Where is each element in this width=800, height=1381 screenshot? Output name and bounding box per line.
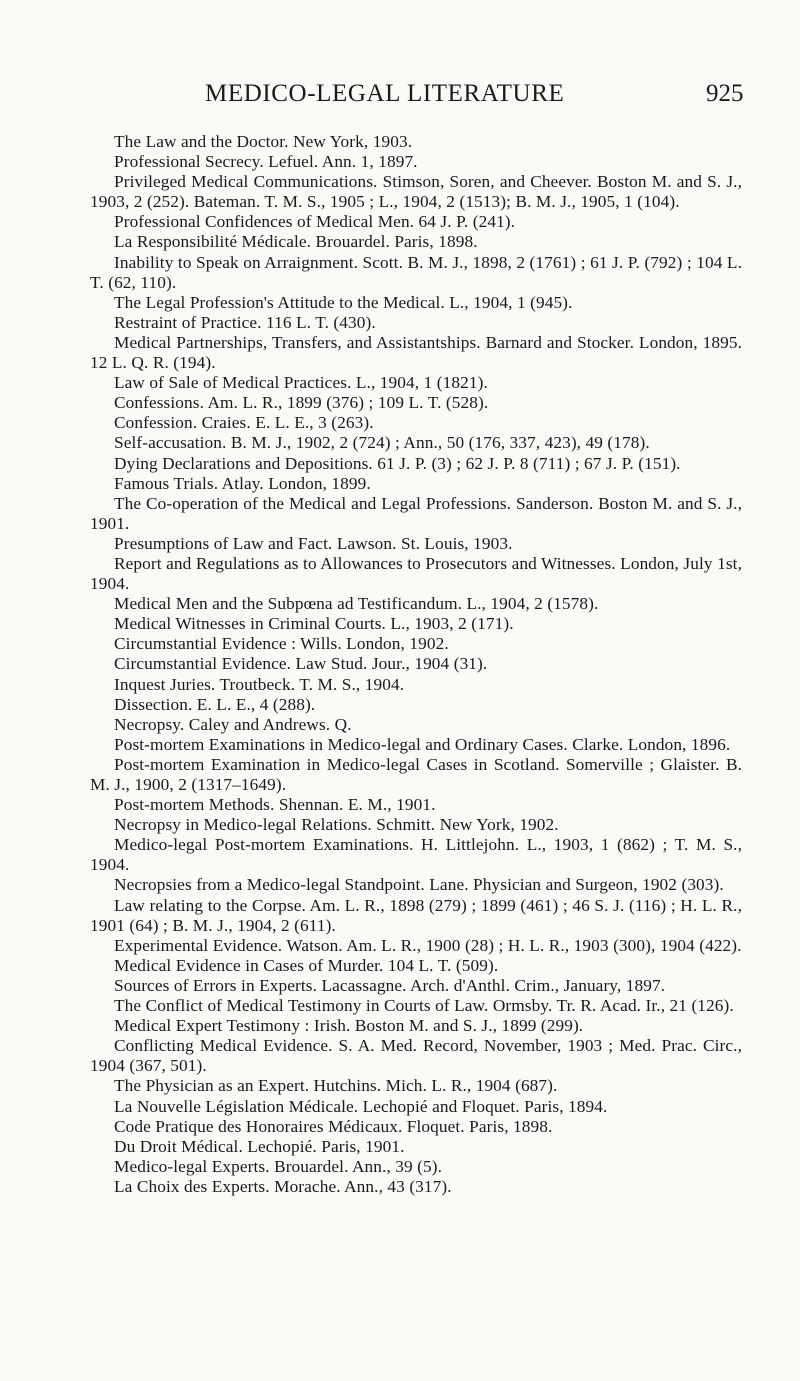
bibliography-entry: Self-accusation. B. M. J., 1902, 2 (724) ; Ann., 50 (176, 337, 423), 49 (178). (114, 433, 650, 453)
bibliography-entry: Post-mortem Examinations in Medico-legal and Ordinary Cases. Clarke. London, 1896. (114, 734, 731, 754)
bibliography-entry: Necropsies from a Medico-legal Standpoint. Lane. Physician and Surgeon, 1902 (303). (114, 875, 724, 895)
bibliography-entry: Medical Witnesses in Criminal Courts. L., 1903, 2 (171). (114, 614, 514, 634)
bibliography-entry: Privileged Medical Communications. Stimson, Soren, and Cheever. Boston M. and S. J., 1903, 2 (252). Bateman. T. M. S., 1905 ; L., 1904, 2 (1513); B. M. J., 1905, 1 (104). (90, 172, 742, 212)
bibliography-entry: Circumstantial Evidence : Wills. London, 1902. (114, 634, 449, 654)
bibliography-entry: Medico-legal Post-mortem Examinations. H. Littlejohn. L., 1903, 1 (862) ; T. M. S., 1904. (90, 835, 742, 875)
bibliography-entry: Medical Partnerships, Transfers, and Assistantships. Barnard and Stocker. London, 1895. 12 L. Q. R. (194). (90, 332, 742, 373)
bibliography-entry: Necropsy. Caley and Andrews. Q. (114, 714, 352, 734)
page-title: MEDICO-LEGAL LITERATURE (205, 80, 565, 107)
bibliography-entry: Confessions. Am. L. R., 1899 (376) ; 109 L. T. (528). (114, 393, 489, 413)
bibliography-entry: Post-mortem Methods. Shennan. E. M., 1901. (114, 795, 436, 815)
bibliography-entry: Confession. Craies. E. L. E., 3 (263). (114, 413, 374, 433)
bibliography-entry: Presumptions of Law and Fact. Lawson. St. Louis, 1903. (114, 533, 513, 553)
bibliography-entry: Medical Expert Testimony : Irish. Boston M. and S. J., 1899 (299). (114, 1016, 584, 1036)
bibliography-entry: Professional Confidences of Medical Men. 64 J. P. (241). (114, 212, 516, 232)
bibliography-list (90, 132, 742, 1197)
bibliography-entry: Famous Trials. Atlay. London, 1899. (114, 473, 371, 493)
bibliography-entry: Circumstantial Evidence. Law Stud. Jour., 1904 (31). (114, 654, 488, 674)
bibliography-entry: Professional Secrecy. Lefuel. Ann. 1, 1897. (114, 152, 418, 172)
bibliography-entry: Medical Evidence in Cases of Murder. 104 L. T. (509). (114, 955, 499, 975)
running-header (0, 80, 800, 114)
bibliography-entry: Code Pratique des Honoraires Médicaux. Floquet. Paris, 1898. (114, 1116, 553, 1136)
bibliography-entry: The Co-operation of the Medical and Legal Professions. Sanderson. Boston M. and S. J., 1901. (90, 493, 742, 533)
bibliography-entry: The Conflict of Medical Testimony in Courts of Law. Ormsby. Tr. R. Acad. Ir., 21 (126). (114, 996, 734, 1016)
bibliography-entry: Conflicting Medical Evidence. S. A. Med. Record, November, 1903 ; Med. Prac. Circ., 1904 (367, 501). (90, 1036, 742, 1076)
bibliography-entry: Necropsy in Medico-legal Relations. Schmitt. New York, 1902. (114, 815, 559, 835)
bibliography-entry: Sources of Errors in Experts. Lacassagne. Arch. d'Anthl. Crim., January, 1897. (114, 975, 666, 995)
bibliography-entry: La Responsibilité Médicale. Brouardel. Paris, 1898. (114, 232, 478, 252)
page-number: 925 (706, 80, 744, 107)
bibliography-entry: Inquest Juries. Troutbeck. T. M. S., 1904. (114, 674, 405, 694)
bibliography-entry: The Law and the Doctor. New York, 1903. (114, 132, 413, 151)
bibliography-entry: Dying Declarations and Depositions. 61 J. P. (3) ; 62 J. P. 8 (711) ; 67 J. P. (151). (114, 453, 681, 473)
bibliography-entry: Medical Men and the Subpœna ad Testificandum. L., 1904, 2 (1578). (114, 594, 599, 614)
bibliography-entry: La Nouvelle Législation Médicale. Lechopié and Floquet. Paris, 1894. (114, 1096, 608, 1116)
bibliography-entry: The Physician as an Expert. Hutchins. Mich. L. R., 1904 (687). (114, 1076, 558, 1096)
bibliography-entry: Du Droit Médical. Lechopié. Paris, 1901. (114, 1136, 405, 1156)
bibliography-entry: Dissection. E. L. E., 4 (288). (114, 694, 316, 714)
bibliography-entry: La Choix des Experts. Morache. Ann., 43 (317). (114, 1176, 452, 1196)
bibliography-entry: Experimental Evidence. Watson. Am. L. R., 1900 (28) ; H. L. R., 1903 (300), 1904 (422). (114, 935, 742, 955)
bibliography-entry: The Legal Profession's Attitude to the Medical. L., 1904, 1 (945). (114, 292, 573, 312)
bibliography-entry: Medico-legal Experts. Brouardel. Ann., 39 (5). (114, 1156, 443, 1176)
bibliography-entry: Law of Sale of Medical Practices. L., 1904, 1 (1821). (114, 373, 488, 393)
bibliography-entry: Report and Regulations as to Allowances to Prosecutors and Witnesses. London, July 1st, 1904. (90, 553, 742, 594)
bibliography-entry: Restraint of Practice. 116 L. T. (430). (114, 312, 376, 332)
bibliography-entry: Law relating to the Corpse. Am. L. R., 1898 (279) ; 1899 (461) ; 46 S. J. (116) ; H. L. R., 1901 (64) ; B. M. J., 1904, 2 (611). (90, 895, 742, 935)
bibliography-entry: Inability to Speak on Arraignment. Scott. B. M. J., 1898, 2 (1761) ; 61 J. P. (792) ; 104 L. T. (62, 110). (90, 252, 742, 292)
bibliography-entry: Post-mortem Examination in Medico-legal Cases in Scotland. Somerville ; Glaister. B. M. J., 1900, 2 (1317–1649). (90, 754, 742, 794)
